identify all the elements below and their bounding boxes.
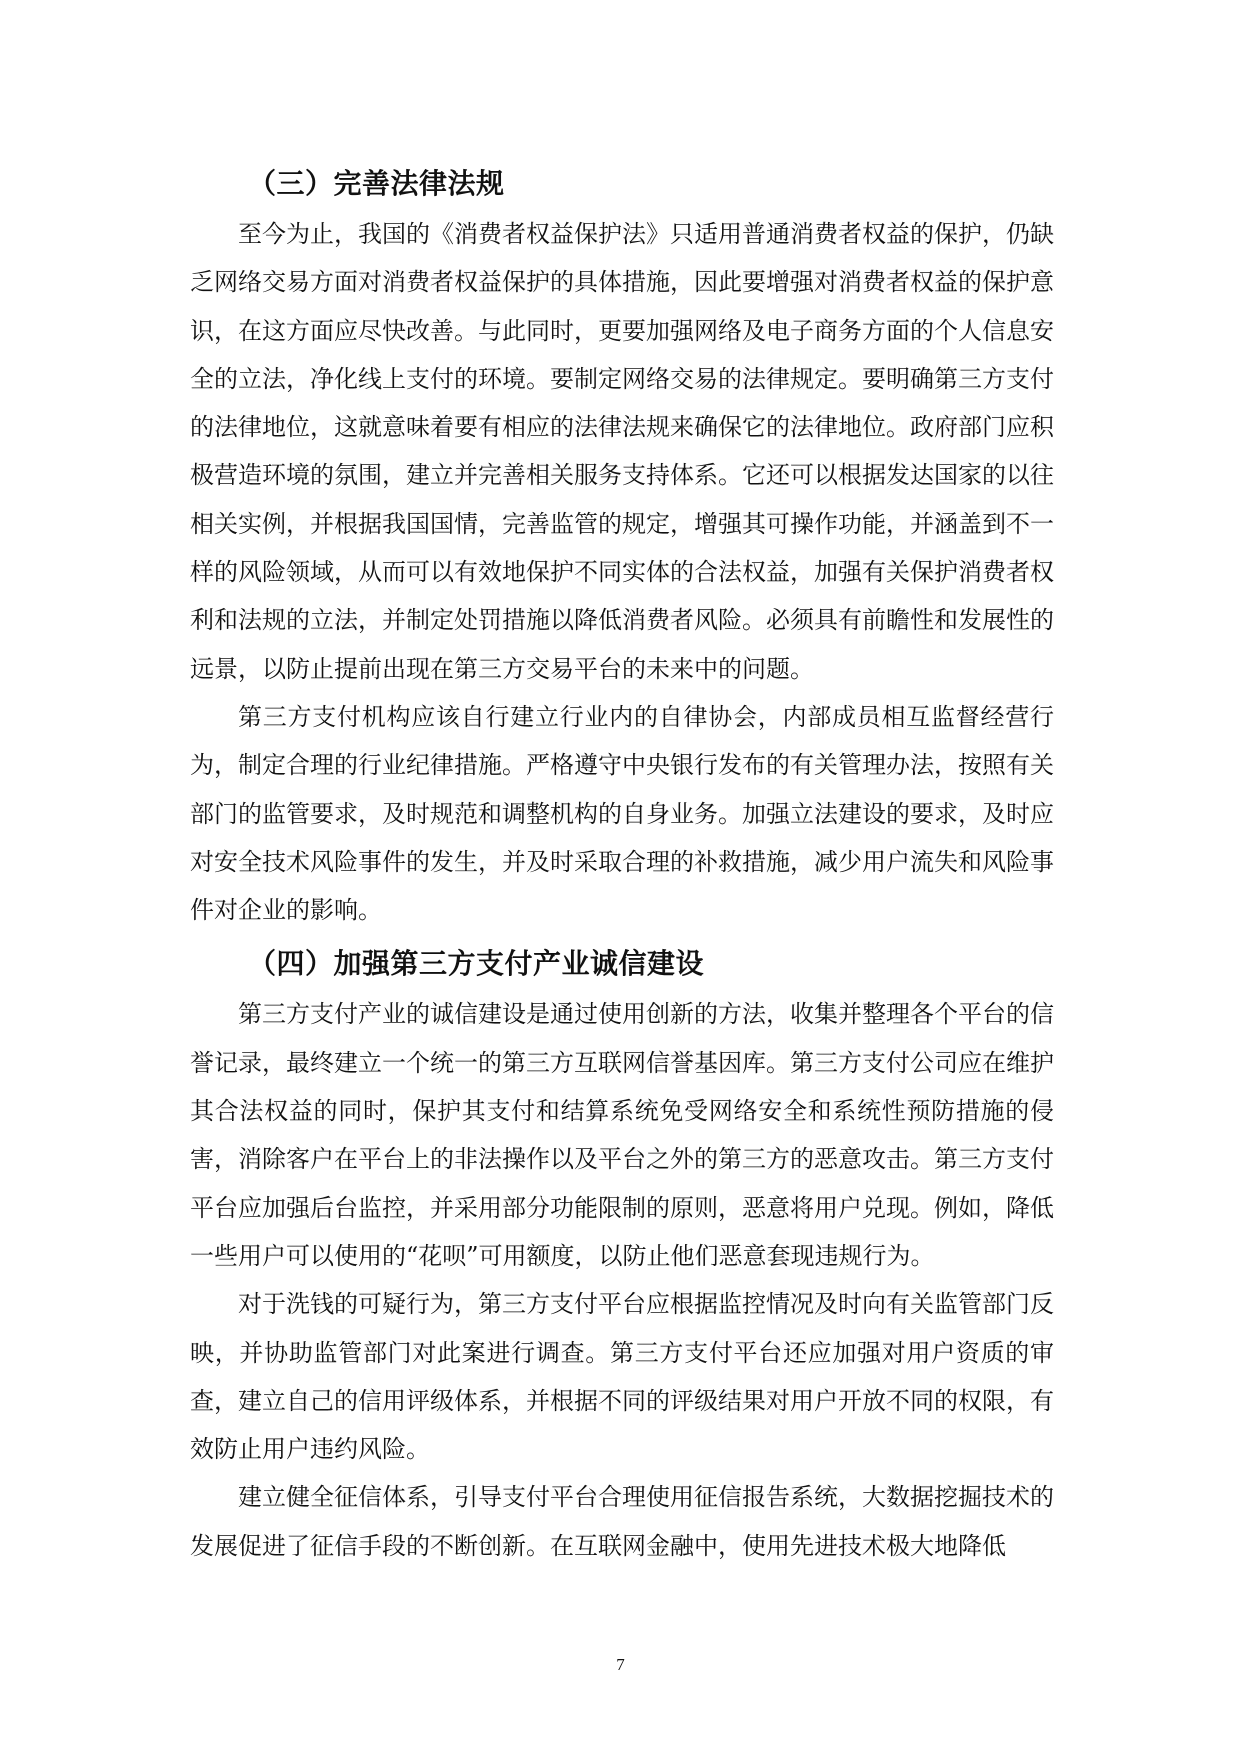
body-paragraph: 对于洗钱的可疑行为，第三方支付平台应根据监控情况及时向有关监管部门反映，并协助监管部门对此案进行调查。第三方支付平台还应加强对用户资质的审查，建立自己的信用评级体系，并根据不同的评级结果对用户开放不同的权限，有效防止用户违约风险。 <box>190 1290 1054 1464</box>
page-body <box>190 158 1054 1570</box>
section-heading-4: （四）加强第三方支付产业诚信建设 <box>248 947 705 981</box>
body-paragraph: 第三方支付产业的诚信建设是通过使用创新的方法，收集并整理各个平台的信誉记录，最终建立一个统一的第三方互联网信誉基因库。第三方支付公司应在维护其合法权益的同时，保护其支付和结算系统免受网络安全和系统性预防措施的侵害，消除客户在平台上的非法操作以及平台之外的第三方的恶意攻击。第三方支付平台应加强后台监控，并采用部分功能限制的原则，恶意将用户兑现。例如，降低一些用户可以使用的“花呗”可用额度，以防止他们恶意套现违规行为。 <box>190 1000 1054 1270</box>
body-paragraph: 至今为止，我国的《消费者权益保护法》只适用普通消费者权益的保护，仍缺乏网络交易方面对消费者权益保护的具体措施，因此要增强对消费者权益的保护意识，在这方面应尽快改善。与此同时，更要加强网络及电子商务方面的个人信息安全的立法，净化线上支付的环境。要制定网络交易的法律规定。要明确第三方支付的法律地位，这就意味着要有相应的法律法规来确保它的法律地位。政府部门应积极营造环境的氛围，建立并完善相关服务支持体系。它还可以根据发达国家的以往相关实例，并根据我国国情，完善监管的规定，增强其可操作功能，并涵盖到不一样的风险领域，从而可以有效地保护不同实体的合法权益，加强有关保护消费者权利和法规的立法，并制定处罚措施以降低消费者风险。必须具有前瞻性和发展性的远景，以防止提前出现在第三方交易平台的未来中的问题。 <box>190 220 1054 683</box>
body-paragraph: 建立健全征信体系，引导支付平台合理使用征信报告系统，大数据挖掘技术的发展促进了征信手段的不断创新。在互联网金融中，使用先进技术极大地降低 <box>190 1483 1054 1560</box>
page-number: 7 <box>616 1655 625 1674</box>
body-paragraph: 第三方支付机构应该自行建立行业内的自律协会，内部成员相互监督经营行为，制定合理的行业纪律措施。严格遵守中央银行发布的有关管理办法，按照有关部门的监管要求，及时规范和调整机构的自身业务。加强立法建设的要求，及时应对安全技术风险事件的发生，并及时采取合理的补救措施，减少用户流失和风险事件对企业的影响。 <box>190 702 1054 925</box>
section-heading-3: （三）完善法律法规 <box>248 167 505 200</box>
